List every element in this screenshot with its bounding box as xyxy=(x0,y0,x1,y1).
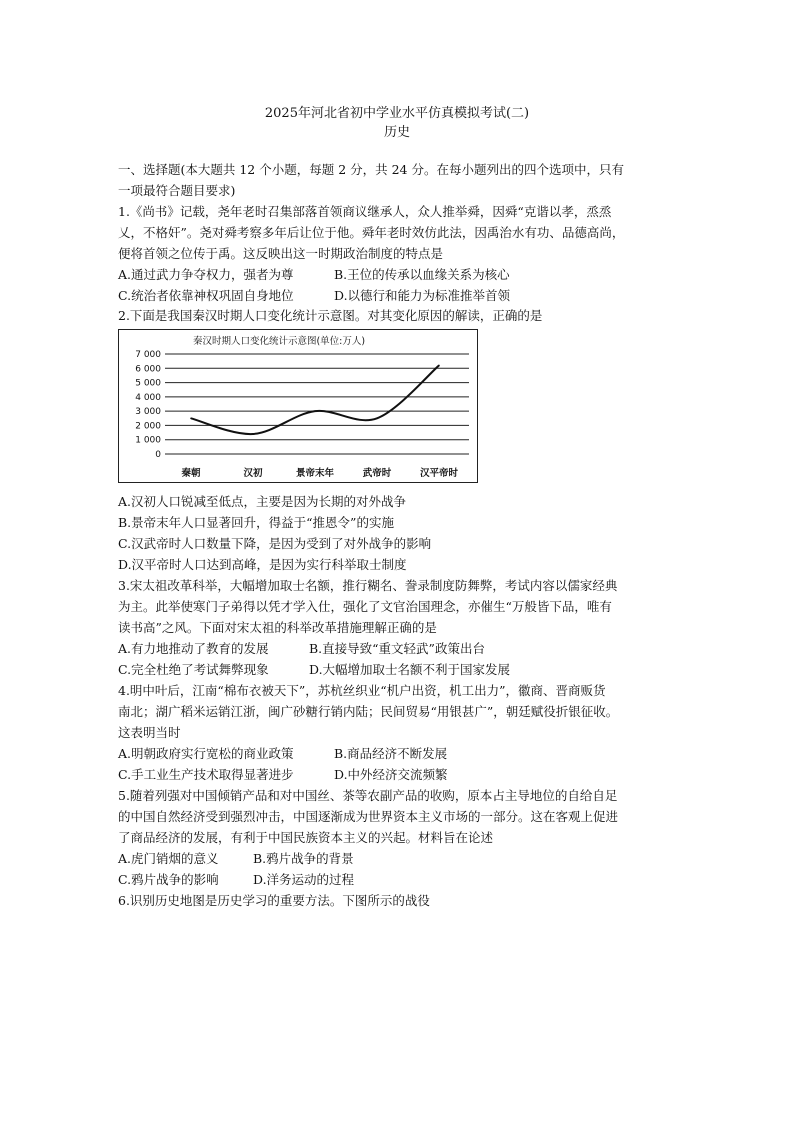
q4-option-a[interactable]: A.明朝政府实行宽松的商业政策 xyxy=(118,746,294,761)
y-tick-label: 0 xyxy=(155,450,161,460)
q4-option-d[interactable]: D.中外经济交流频繁 xyxy=(334,767,448,782)
x-tick-label: 汉平帝时 xyxy=(419,468,459,479)
x-tick-label: 秦朝 xyxy=(181,468,201,479)
q5-stem-1: 5.随着列强对中国倾销产品和对中国丝、茶等农副产品的收购，原本占主导地位的自给自足 xyxy=(118,788,618,803)
data-point xyxy=(314,410,316,412)
x-tick-label: 汉初 xyxy=(243,468,263,479)
y-tick-label: 4 000 xyxy=(135,392,161,403)
x-tick-label: 武帝时 xyxy=(362,468,392,479)
section-heading: 一、选择题(本大题共 12 个小题，每题 2 分，共 24 分。在每小题列出的四个选项中，只有 xyxy=(118,162,624,177)
data-point xyxy=(376,417,378,419)
exam-title: 2025年河北省初中学业水平仿真模拟考试(二) xyxy=(264,106,530,121)
population-chart xyxy=(118,329,478,483)
population-chart-svg xyxy=(119,330,477,482)
q5-stem-3: 了商品经济的发展，有利于中国民族资本主义的兴起。材料旨在论述 xyxy=(118,830,494,845)
y-tick-label: 1 000 xyxy=(135,435,161,446)
q4-stem-1: 4.明中叶后，江南“棉布衣被天下”，苏杭丝织业“机户出资，机工出力”，徽商、晋商贩货 xyxy=(118,683,606,698)
data-point xyxy=(190,417,192,419)
q1-option-b[interactable]: B.王位的传承以血缘关系为核心 xyxy=(334,267,510,282)
population-series-line xyxy=(191,365,439,434)
q1-option-d[interactable]: D.以德行和能力为标准推举首领 xyxy=(334,288,511,303)
q5-option-b[interactable]: B.鸦片战争的背景 xyxy=(253,851,354,866)
q4-option-c[interactable]: C.手工业生产技术取得显著进步 xyxy=(118,767,294,782)
q5-option-d[interactable]: D.洋务运动的过程 xyxy=(253,872,355,887)
q3-option-b[interactable]: B.直接导致“重文轻武”政策出台 xyxy=(309,641,485,656)
q1-option-a[interactable]: A.通过武力争夺权力，强者为尊 xyxy=(118,267,294,282)
q3-option-c[interactable]: C.完全杜绝了考试舞弊现象 xyxy=(118,662,269,677)
q2-option-c[interactable]: C.汉武帝时人口数量下降，是因为受到了对外战争的影响 xyxy=(118,536,432,551)
q1-stem-3: 便将首领之位传于禹。这反映出这一时期政治制度的特点是 xyxy=(118,246,444,261)
q6-stem: 6.识别历史地图是历史学习的重要方法。下图所示的战役 xyxy=(118,893,430,908)
q2-option-b[interactable]: B.景帝末年人口显著回升，得益于“推恩令”的实施 xyxy=(118,515,394,530)
q3-stem-1: 3.宋太祖改革科举，大幅增加取士名额，推行糊名、誊录制度防舞弊，考试内容以儒家经典 xyxy=(118,578,618,593)
q5-option-a[interactable]: A.虎门销烟的意义 xyxy=(118,851,219,866)
q2-option-d[interactable]: D.汉平帝时人口达到高峰，是因为实行科举取士制度 xyxy=(118,557,407,572)
q1-stem-1: 1.《尚书》记载，尧年老时召集部落首领商议继承人，众人推举舜，因舜“克谐以孝，烝烝 xyxy=(118,204,612,219)
x-tick-label: 景帝末年 xyxy=(295,468,335,479)
subject-title: 历史 xyxy=(383,125,410,140)
q1-stem-2: 乂，不格奸”。尧对舜考察多年后让位于他。舜年老时效仿此法，因禹治水有功、品德高尚， xyxy=(118,225,625,240)
data-point xyxy=(252,433,254,435)
q4-stem-3: 这表明当时 xyxy=(118,725,181,740)
q5-stem-2: 的中国自然经济受到强烈冲击，中国逐渐成为世界资本主义市场的一部分。这在客观上促进 xyxy=(118,809,619,824)
q3-option-a[interactable]: A.有力地推动了教育的发展 xyxy=(118,641,269,656)
q3-option-d[interactable]: D.大幅增加取士名额不利于国家发展 xyxy=(309,662,511,677)
q2-option-a[interactable]: A.汉初人口锐减至低点，主要是因为长期的对外战争 xyxy=(118,494,407,509)
q1-option-c[interactable]: C.统治者依靠神权巩固自身地位 xyxy=(118,288,294,303)
q3-stem-3: 读书高”之风。下面对宋太祖的科举改革措施理解正确的是 xyxy=(118,620,437,635)
q3-stem-2: 为主。此举使寒门子弟得以凭才学入仕，强化了文官治国理念，亦催生“万般皆下品，唯有 xyxy=(118,599,612,614)
q5-option-c[interactable]: C.鸦片战争的影响 xyxy=(118,872,219,887)
chart-title: 秦汉时期人口变化统计示意图(单位:万人) xyxy=(192,336,366,347)
y-tick-label: 5 000 xyxy=(135,378,161,389)
data-point xyxy=(438,365,440,367)
section-heading-cont: 一项最符合题目要求) xyxy=(118,183,236,198)
y-tick-label: 2 000 xyxy=(135,421,161,432)
y-tick-label: 6 000 xyxy=(135,364,161,375)
q4-stem-2: 南北；湖广稻米运销江浙，闽广砂糖行销内陆；民间贸易“用银甚广”，朝廷赋役折银征收。 xyxy=(118,704,619,719)
y-tick-label: 7 000 xyxy=(135,350,161,360)
q4-option-b[interactable]: B.商品经济不断发展 xyxy=(334,746,448,761)
y-tick-label: 3 000 xyxy=(135,407,161,418)
q2-stem: 2.下面是我国秦汉时期人口变化统计示意图。对其变化原因的解读，正确的是 xyxy=(118,308,543,323)
